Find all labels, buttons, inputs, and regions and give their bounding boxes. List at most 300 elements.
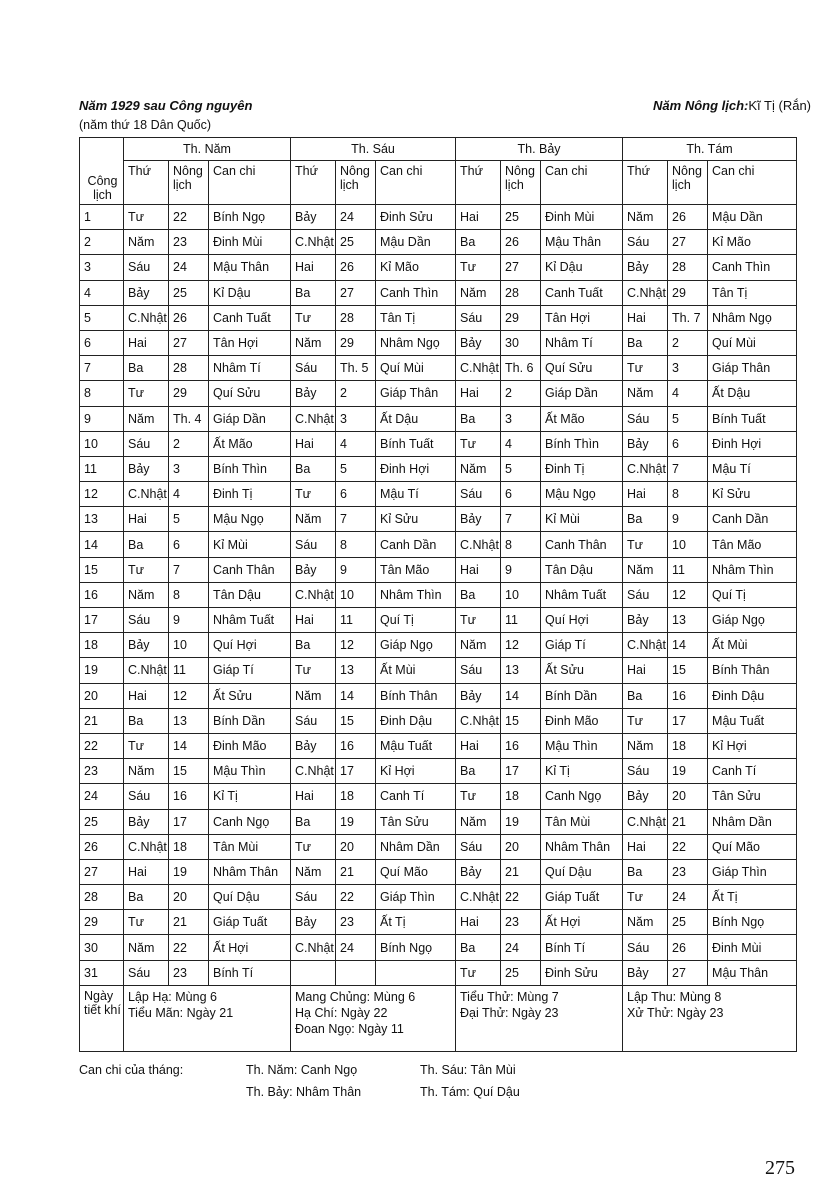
can-chi-cell: Nhâm Thìn xyxy=(376,582,456,607)
table-row xyxy=(80,280,797,305)
weekday-cell: Năm xyxy=(623,557,668,582)
can-chi-cell: Tân Mão xyxy=(708,532,797,557)
solar-term: Lập Hạ: Mùng 6 xyxy=(128,989,217,1004)
solar-term: Đại Thử: Ngày 23 xyxy=(460,1005,559,1020)
can-chi-cell: Đinh Mùi xyxy=(541,205,623,230)
can-chi-cell: Kỉ Sửu xyxy=(376,507,456,532)
lunar-day-cell: 19 xyxy=(336,809,376,834)
solar-term: Lập Thu: Mùng 8 xyxy=(627,989,722,1004)
weekday-cell: C.Nhật xyxy=(291,406,336,431)
weekday-cell: Ba xyxy=(623,330,668,355)
solar-term: Tiểu Mãn: Ngày 21 xyxy=(128,1005,234,1020)
lunar-day-cell: Th. 7 xyxy=(668,305,708,330)
weekday-cell: Năm xyxy=(291,507,336,532)
can-chi-cell: Kỉ Tị xyxy=(541,759,623,784)
weekday-cell: C.Nhật xyxy=(124,834,169,859)
day-cell: 20 xyxy=(80,683,124,708)
table-row xyxy=(80,834,797,859)
weekday-cell: Năm xyxy=(124,582,169,607)
weekday-cell: Bảy xyxy=(623,608,668,633)
weekday-cell: Hai xyxy=(623,834,668,859)
can-chi-cell: Mậu Thìn xyxy=(209,759,291,784)
weekday-cell: Tư xyxy=(623,356,668,381)
table-row xyxy=(80,608,797,633)
day-cell: 21 xyxy=(80,708,124,733)
weekday-cell: Tư xyxy=(291,834,336,859)
can-chi-cell: Bính Thìn xyxy=(541,431,623,456)
can-chi-cell: Mậu Tí xyxy=(708,456,797,481)
weekday-cell: Sáu xyxy=(623,935,668,960)
day-cell: 24 xyxy=(80,784,124,809)
table-row xyxy=(80,381,797,406)
weekday-cell: C.Nhật xyxy=(124,482,169,507)
can-chi-cell: Nhâm Thìn xyxy=(708,557,797,582)
weekday-cell: Ba xyxy=(124,532,169,557)
day-cell: 1 xyxy=(80,205,124,230)
lunar-day-cell: 20 xyxy=(501,834,541,859)
weekday-cell: Ba xyxy=(291,280,336,305)
lunar-day-cell: 27 xyxy=(668,960,708,985)
can-chi-cell: Ất Tị xyxy=(708,885,797,910)
month-7-header: Th. Bảy xyxy=(456,138,623,161)
lunar-day-cell: 11 xyxy=(668,557,708,582)
lunar-day-cell: 27 xyxy=(336,280,376,305)
lunar-day-cell: 23 xyxy=(336,910,376,935)
weekday-cell: Năm xyxy=(456,809,501,834)
can-chi-cell: Kỉ Sửu xyxy=(708,482,797,507)
weekday-cell: Năm xyxy=(623,205,668,230)
weekday-cell: Hai xyxy=(291,784,336,809)
can-chi-cell: Mậu Ngọ xyxy=(209,507,291,532)
weekday-cell: Tư xyxy=(456,255,501,280)
weekday-cell: Sáu xyxy=(291,885,336,910)
lunar-day-cell: 21 xyxy=(501,859,541,884)
lunar-day-cell: 15 xyxy=(501,708,541,733)
footer-month-6: Th. Sáu: Tân Mùi xyxy=(420,1063,516,1077)
can-chi-cell: Nhâm Tí xyxy=(209,356,291,381)
weekday-cell: C.Nhật xyxy=(456,885,501,910)
weekday-cell: Năm xyxy=(124,230,169,255)
lunar-day-cell: 22 xyxy=(336,885,376,910)
can-chi-cell: Kỉ Hợi xyxy=(708,733,797,758)
lunar-day-cell: 9 xyxy=(169,608,209,633)
weekday-cell: C.Nhật xyxy=(456,708,501,733)
weekday-cell: Ba xyxy=(124,885,169,910)
can-chi-cell: Mậu Tuất xyxy=(708,708,797,733)
lunar-day-cell: 13 xyxy=(668,608,708,633)
can-chi-cell: Giáp Tuất xyxy=(209,910,291,935)
lunar-year-label: Năm Nông lịch: xyxy=(653,98,749,113)
table-row xyxy=(80,230,797,255)
can-chi-cell: Bính Dần xyxy=(209,708,291,733)
weekday-cell: Bảy xyxy=(291,557,336,582)
can-chi-cell: Tân Tị xyxy=(376,305,456,330)
can-chi-cell: Giáp Dần xyxy=(209,406,291,431)
can-chi-cell: Ất Dậu xyxy=(708,381,797,406)
can-chi-cell: Nhâm Ngọ xyxy=(708,305,797,330)
day-cell: 25 xyxy=(80,809,124,834)
can-chi-cell: Canh Thìn xyxy=(708,255,797,280)
weekday-cell: C.Nhật xyxy=(124,305,169,330)
lunar-day-cell: 16 xyxy=(169,784,209,809)
lunar-day-cell: 11 xyxy=(336,608,376,633)
lunar-day-cell: 15 xyxy=(169,759,209,784)
can-chi-cell: Mậu Thân xyxy=(541,230,623,255)
can-chi-cell: Nhâm Thân xyxy=(209,859,291,884)
lunar-day-cell: 16 xyxy=(668,683,708,708)
can-chi-cell xyxy=(376,960,456,985)
lunar-day-cell: 27 xyxy=(501,255,541,280)
can-chi-cell: Canh Tuất xyxy=(541,280,623,305)
weekday-cell: Ba xyxy=(623,507,668,532)
weekday-cell: Hai xyxy=(291,255,336,280)
can-chi-cell: Quí Sửu xyxy=(541,356,623,381)
weekday-cell: Hai xyxy=(623,658,668,683)
weekday-cell: Hai xyxy=(291,608,336,633)
can-chi-cell: Canh Ngọ xyxy=(209,809,291,834)
lunar-day-cell xyxy=(336,960,376,985)
weekday-cell: Bảy xyxy=(456,683,501,708)
subheader-row xyxy=(80,161,797,205)
lunar-day-cell: 24 xyxy=(668,885,708,910)
can-chi-cell: Quí Dậu xyxy=(209,885,291,910)
weekday-cell: Hai xyxy=(456,910,501,935)
lunar-day-cell: 23 xyxy=(169,960,209,985)
can-chi-cell: Kỉ Tị xyxy=(209,784,291,809)
table-row xyxy=(80,885,797,910)
can-chi-cell: Mậu Tuất xyxy=(376,733,456,758)
day-cell: 10 xyxy=(80,431,124,456)
weekday-cell: Năm xyxy=(124,406,169,431)
can-chi-cell: Đinh Dậu xyxy=(376,708,456,733)
can-chi-cell: Kỉ Mùi xyxy=(541,507,623,532)
lunar-day-cell: 8 xyxy=(501,532,541,557)
can-chi-cell: Bính Ngọ xyxy=(708,910,797,935)
can-chi-cell: Đinh Dậu xyxy=(708,683,797,708)
weekday-cell: Ba xyxy=(124,356,169,381)
can-chi-cell: Nhâm Ngọ xyxy=(376,330,456,355)
lunar-day-cell: 24 xyxy=(336,935,376,960)
weekday-cell: Tư xyxy=(291,658,336,683)
weekday-cell: Năm xyxy=(291,859,336,884)
lunar-day-cell: 28 xyxy=(336,305,376,330)
weekday-cell: Bảy xyxy=(124,280,169,305)
can-chi-cell: Tân Hợi xyxy=(209,330,291,355)
day-cell: 2 xyxy=(80,230,124,255)
can-chi-cell: Ất Hợi xyxy=(541,910,623,935)
lunar-day-cell: 9 xyxy=(336,557,376,582)
month-header-row xyxy=(80,138,797,161)
weekday-cell: C.Nhật xyxy=(623,280,668,305)
weekday-cell: Ba xyxy=(124,708,169,733)
weekday-cell: Hai xyxy=(456,205,501,230)
sub-nong-lich: Nông lịch xyxy=(169,161,209,205)
weekday-cell: Tư xyxy=(291,482,336,507)
lunar-day-cell: 2 xyxy=(336,381,376,406)
can-chi-cell: Ất Mùi xyxy=(376,658,456,683)
lunar-day-cell: 10 xyxy=(501,582,541,607)
weekday-cell: Sáu xyxy=(456,834,501,859)
weekday-cell: C.Nhật xyxy=(623,456,668,481)
weekday-cell: Sáu xyxy=(456,658,501,683)
weekday-cell: Sáu xyxy=(291,708,336,733)
can-chi-cell: Quí Mão xyxy=(708,834,797,859)
lunar-day-cell: 12 xyxy=(501,633,541,658)
can-chi-cell: Tân Tị xyxy=(708,280,797,305)
weekday-cell xyxy=(291,960,336,985)
weekday-cell: Ba xyxy=(456,406,501,431)
lunar-day-cell: 13 xyxy=(169,708,209,733)
weekday-cell: Bảy xyxy=(456,507,501,532)
table-row xyxy=(80,482,797,507)
can-chi-cell: Mậu Thìn xyxy=(541,733,623,758)
lunar-day-cell: 21 xyxy=(336,859,376,884)
lunar-day-cell: 10 xyxy=(169,633,209,658)
lunar-day-cell: 12 xyxy=(668,582,708,607)
lunar-day-cell: 25 xyxy=(501,960,541,985)
lunar-day-cell: 30 xyxy=(501,330,541,355)
day-cell: 16 xyxy=(80,582,124,607)
can-chi-cell: Mậu Thân xyxy=(209,255,291,280)
day-cell: 12 xyxy=(80,482,124,507)
lunar-day-cell: 6 xyxy=(336,482,376,507)
can-chi-cell: Đinh Mão xyxy=(541,708,623,733)
can-chi-cell: Đinh Hợi xyxy=(376,456,456,481)
sub-can-chi: Can chi xyxy=(708,161,797,205)
lunar-day-cell: 13 xyxy=(336,658,376,683)
can-chi-cell: Quí Mùi xyxy=(708,330,797,355)
lunar-day-cell: 22 xyxy=(169,935,209,960)
can-chi-cell: Đinh Tị xyxy=(209,482,291,507)
weekday-cell: Ba xyxy=(291,456,336,481)
lunar-day-cell: 16 xyxy=(501,733,541,758)
can-chi-cell: Kỉ Hợi xyxy=(376,759,456,784)
lunar-day-cell: 3 xyxy=(501,406,541,431)
day-cell: 27 xyxy=(80,859,124,884)
table-row xyxy=(80,456,797,481)
lunar-day-cell: 3 xyxy=(336,406,376,431)
can-chi-cell: Canh Tí xyxy=(376,784,456,809)
weekday-cell: Ba xyxy=(291,633,336,658)
solar-terms-month-6 xyxy=(291,985,456,1051)
lunar-day-cell: 5 xyxy=(336,456,376,481)
can-chi-cell: Ất Sửu xyxy=(209,683,291,708)
weekday-cell: Bảy xyxy=(124,633,169,658)
table-row xyxy=(80,305,797,330)
can-chi-cell: Ất Tị xyxy=(376,910,456,935)
can-chi-cell: Tân Dậu xyxy=(209,582,291,607)
weekday-cell: Hai xyxy=(124,683,169,708)
lunar-day-cell: Th. 5 xyxy=(336,356,376,381)
can-chi-cell: Canh Tí xyxy=(708,759,797,784)
lunar-day-cell: 3 xyxy=(668,356,708,381)
day-cell: 8 xyxy=(80,381,124,406)
lunar-day-cell: 9 xyxy=(501,557,541,582)
lunar-day-cell: 29 xyxy=(336,330,376,355)
lunar-day-cell: 4 xyxy=(501,431,541,456)
lunar-day-cell: 21 xyxy=(169,910,209,935)
can-chi-cell: Giáp Tí xyxy=(541,633,623,658)
can-chi-cell: Tân Mùi xyxy=(209,834,291,859)
weekday-cell: Sáu xyxy=(456,305,501,330)
lunar-year-value: Kĩ Tị (Rắn) xyxy=(748,98,811,113)
lunar-day-cell: 7 xyxy=(169,557,209,582)
day-cell: 6 xyxy=(80,330,124,355)
weekday-cell: Năm xyxy=(291,330,336,355)
lunar-day-cell: 5 xyxy=(668,406,708,431)
lunar-day-cell: 20 xyxy=(668,784,708,809)
can-chi-cell: Giáp Thân xyxy=(376,381,456,406)
weekday-cell: C.Nhật xyxy=(623,633,668,658)
can-chi-cell: Mậu Thân xyxy=(708,960,797,985)
lunar-day-cell: 11 xyxy=(501,608,541,633)
day-cell: 22 xyxy=(80,733,124,758)
can-chi-cell: Giáp Thìn xyxy=(376,885,456,910)
can-chi-cell: Tân Sửu xyxy=(376,809,456,834)
weekday-cell: Năm xyxy=(456,456,501,481)
day-cell: 9 xyxy=(80,406,124,431)
weekday-cell: Năm xyxy=(623,910,668,935)
can-chi-cell: Kỉ Mão xyxy=(708,230,797,255)
table-row xyxy=(80,255,797,280)
weekday-cell: Ba xyxy=(456,759,501,784)
lunar-day-cell: 14 xyxy=(501,683,541,708)
can-chi-cell: Bính Tuất xyxy=(376,431,456,456)
weekday-cell: Hai xyxy=(456,733,501,758)
lunar-day-cell: 12 xyxy=(336,633,376,658)
solar-term: Hạ Chí: Ngày 22 xyxy=(295,1005,388,1020)
can-chi-cell: Quí Sửu xyxy=(209,381,291,406)
lunar-day-cell: 8 xyxy=(668,482,708,507)
table-row xyxy=(80,532,797,557)
weekday-cell: Bảy xyxy=(623,784,668,809)
lunar-day-cell: 15 xyxy=(668,658,708,683)
can-chi-cell: Bính Dần xyxy=(541,683,623,708)
day-cell: 31 xyxy=(80,960,124,985)
weekday-cell: Tư xyxy=(623,532,668,557)
table-row xyxy=(80,330,797,355)
sub-thu: Thứ xyxy=(124,161,169,205)
can-chi-cell: Quí Mùi xyxy=(376,356,456,381)
weekday-cell: Sáu xyxy=(124,431,169,456)
lunar-day-cell: 6 xyxy=(169,532,209,557)
month-5-header: Th. Năm xyxy=(124,138,291,161)
day-cell: 3 xyxy=(80,255,124,280)
table-row xyxy=(80,859,797,884)
day-cell: 11 xyxy=(80,456,124,481)
weekday-cell: Tư xyxy=(124,557,169,582)
sub-thu: Thứ xyxy=(456,161,501,205)
weekday-cell: Tư xyxy=(124,381,169,406)
solar-terms-month-5 xyxy=(124,985,291,1051)
can-chi-cell: Mậu Ngọ xyxy=(541,482,623,507)
lunar-day-cell: 15 xyxy=(336,708,376,733)
can-chi-cell: Tân Dậu xyxy=(541,557,623,582)
can-chi-cell: Giáp Ngọ xyxy=(708,608,797,633)
sub-thu: Thứ xyxy=(623,161,668,205)
lunar-day-cell: 24 xyxy=(501,935,541,960)
can-chi-cell: Giáp Ngọ xyxy=(376,633,456,658)
table-row xyxy=(80,633,797,658)
lunar-day-cell: 5 xyxy=(169,507,209,532)
can-chi-cell: Nhâm Tuất xyxy=(541,582,623,607)
can-chi-cell: Kỉ Mùi xyxy=(209,532,291,557)
page-number: 275 xyxy=(765,1157,795,1179)
weekday-cell: Hai xyxy=(124,330,169,355)
page-subtitle: (năm thứ 18 Dân Quốc) xyxy=(79,118,212,132)
lunar-day-cell: 2 xyxy=(668,330,708,355)
lunar-day-cell: 26 xyxy=(501,230,541,255)
can-chi-cell: Giáp Thân xyxy=(708,356,797,381)
table-row xyxy=(80,960,797,985)
weekday-cell: C.Nhật xyxy=(291,759,336,784)
weekday-cell: Bảy xyxy=(623,255,668,280)
can-chi-cell: Giáp Thìn xyxy=(708,859,797,884)
weekday-cell: Ba xyxy=(291,809,336,834)
footer-month-8: Th. Tám: Quí Dậu xyxy=(420,1085,520,1099)
table-row xyxy=(80,708,797,733)
lunar-day-cell: 9 xyxy=(668,507,708,532)
weekday-cell: Bảy xyxy=(291,205,336,230)
weekday-cell: Hai xyxy=(456,381,501,406)
lunar-day-cell: 23 xyxy=(169,230,209,255)
lunar-day-cell: 27 xyxy=(668,230,708,255)
weekday-cell: Sáu xyxy=(623,582,668,607)
day-cell: 29 xyxy=(80,910,124,935)
col-cong-lich: Công lịch xyxy=(80,138,124,205)
lunar-day-cell: 20 xyxy=(336,834,376,859)
can-chi-cell: Canh Ngọ xyxy=(541,784,623,809)
table-row xyxy=(80,759,797,784)
weekday-cell: Năm xyxy=(623,733,668,758)
can-chi-cell: Quí Tị xyxy=(708,582,797,607)
lunar-day-cell: 18 xyxy=(169,834,209,859)
can-chi-cell: Bính Thân xyxy=(708,658,797,683)
lunar-year xyxy=(653,98,811,113)
can-chi-cell: Nhâm Tuất xyxy=(209,608,291,633)
lunar-day-cell: 28 xyxy=(668,255,708,280)
day-cell: 15 xyxy=(80,557,124,582)
weekday-cell: Tư xyxy=(456,431,501,456)
can-chi-cell: Đinh Mão xyxy=(209,733,291,758)
lunar-day-cell: 2 xyxy=(501,381,541,406)
can-chi-cell: Bính Thìn xyxy=(209,456,291,481)
day-cell: 4 xyxy=(80,280,124,305)
lunar-day-cell: 6 xyxy=(501,482,541,507)
can-chi-cell: Bính Tí xyxy=(209,960,291,985)
lunar-day-cell: Th. 6 xyxy=(501,356,541,381)
can-chi-cell: Đinh Tị xyxy=(541,456,623,481)
calendar-table xyxy=(79,137,797,1052)
day-cell: 5 xyxy=(80,305,124,330)
lunar-day-cell: 6 xyxy=(668,431,708,456)
sub-nong-lich: Nông lịch xyxy=(501,161,541,205)
weekday-cell: Bảy xyxy=(291,381,336,406)
weekday-cell: Tư xyxy=(124,205,169,230)
weekday-cell: Hai xyxy=(291,431,336,456)
weekday-cell: Hai xyxy=(124,507,169,532)
weekday-cell: Sáu xyxy=(456,482,501,507)
weekday-cell: Hai xyxy=(124,859,169,884)
weekday-cell: Bảy xyxy=(291,733,336,758)
can-chi-cell: Tân Mùi xyxy=(541,809,623,834)
lunar-day-cell: 17 xyxy=(501,759,541,784)
weekday-cell: Năm xyxy=(124,935,169,960)
can-chi-cell: Giáp Tí xyxy=(209,658,291,683)
lunar-day-cell: 29 xyxy=(169,381,209,406)
table-row xyxy=(80,582,797,607)
lunar-day-cell: 17 xyxy=(336,759,376,784)
